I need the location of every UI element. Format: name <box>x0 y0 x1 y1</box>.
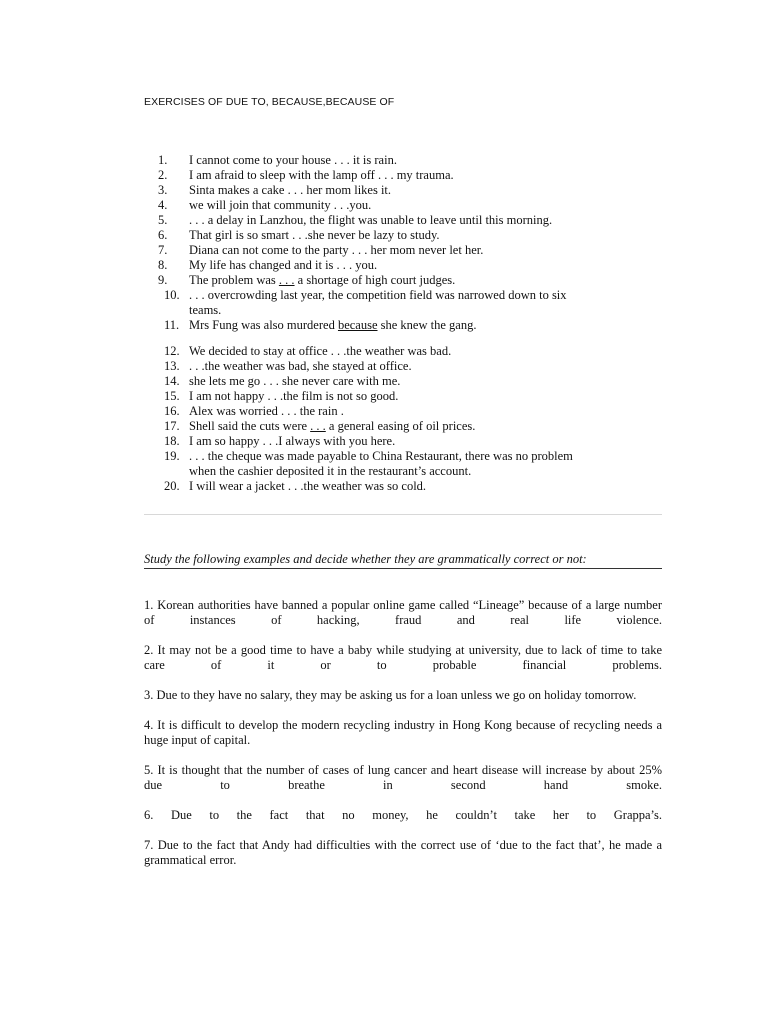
example-paragraph: 5. It is thought that the number of cases of lung cancer and heart disease will increase by about 25% due to breathe in second hand smoke. <box>144 763 662 792</box>
exercise-item: 12. We decided to stay at office . . .the weather was bad. <box>164 344 452 358</box>
exercise-item: 14. she lets me go . . . she never care with me. <box>164 374 401 388</box>
section-divider <box>144 514 662 515</box>
exercise-item: 4. we will join that community . . .you. <box>158 198 372 212</box>
example-paragraph: 7. Due to the fact that Andy had difficulties with the correct use of ‘due to the fact that’, he made a grammatical error. <box>144 838 662 867</box>
exercise-item: 5. . . . a delay in Lanzhou, the flight was unable to leave until this morning. <box>158 213 553 227</box>
exercise-item: 1. I cannot come to your house . . . it is rain. <box>158 153 397 167</box>
example-paragraph: 3. Due to they have no salary, they may be asking us for a loan unless we go on holiday tomorrow. <box>144 688 637 702</box>
exercise-list <box>144 153 664 494</box>
blank-underline: . . . <box>310 419 326 433</box>
exercise-item: 9. The problem was . . . a shortage of high court judges. <box>158 273 456 287</box>
exercise-item: 7. Diana can not come to the party . . . her mom never let her. <box>158 243 484 257</box>
exercise-item: 19. . . . the cheque was made payable to China Restaurant, there was no problem when the cashier deposited it in the restaurant’s account. <box>164 449 573 478</box>
exercise-item: 10. . . . overcrowding last year, the competition field was narrowed down to six teams. <box>164 288 567 317</box>
exercise-item: 6. That girl is so smart . . .she never be lazy to study. <box>158 228 440 242</box>
exercise-item: 13. . . .the weather was bad, she stayed at office. <box>164 359 412 373</box>
exercise-item: 15. I am not happy . . .the film is not so good. <box>164 389 399 403</box>
page-title: EXERCISES OF DUE TO, BECAUSE,BECAUSE OF <box>144 96 395 108</box>
example-paragraph: 2. It may not be a good time to have a baby while studying at university, due to lack of time to take care of it or to probable financial problems. <box>144 643 662 672</box>
exercise-item: 11. Mrs Fung was also murdered because she knew the gang. <box>164 318 477 332</box>
exercise-item: 8. My life has changed and it is . . . you. <box>158 258 378 272</box>
exercise-item: 3. Sinta makes a cake . . . her mom likes it. <box>158 183 392 197</box>
example-list <box>144 598 662 883</box>
exercise-item: 20. I will wear a jacket . . .the weather was so cold. <box>164 479 427 493</box>
instruction-text: Study the following examples and decide whether they are grammatically correct or not: <box>144 552 662 569</box>
exercise-item: 17. Shell said the cuts were . . . a general easing of oil prices. <box>164 419 476 433</box>
blank-underline: . . . <box>278 273 295 287</box>
exercise-item: 16. Alex was worried . . . the rain . <box>164 404 344 418</box>
example-paragraph: 6. Due to the fact that no money, he couldn’t take her to Grappa’s. <box>144 808 662 822</box>
example-paragraph: 4. It is difficult to develop the modern recycling industry in Hong Kong because of recycling needs a huge input of capital. <box>144 718 662 747</box>
example-paragraph: 1. Korean authorities have banned a popular online game called “Lineage” because of a large number of instances of hacking, fraud and real life violence. <box>144 598 662 627</box>
exercise-item: 18. I am so happy . . .I always with you here. <box>164 434 396 448</box>
exercise-item: 2. I am afraid to sleep with the lamp off . . . my trauma. <box>158 168 454 182</box>
underlined-word: because <box>337 318 378 332</box>
